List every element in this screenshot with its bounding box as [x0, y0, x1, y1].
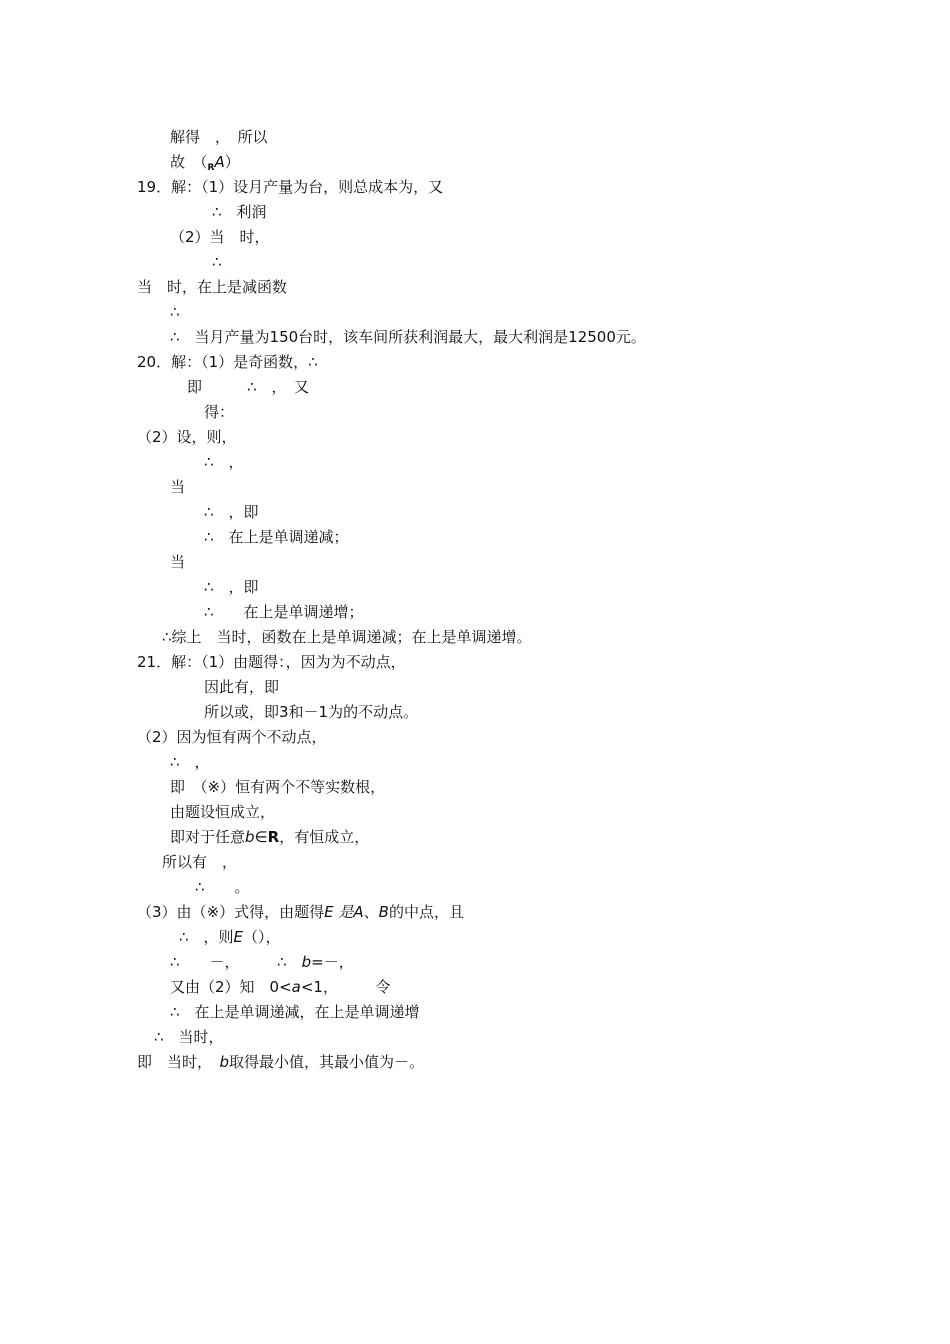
text-line: ∴ 在上是单调递减；	[204, 528, 349, 546]
conclusion-line: ∴综上 当时，函数在上是单调递减；在上是单调递增。	[162, 628, 532, 646]
text-line: ∴ 当时，	[154, 1028, 224, 1046]
problem-19-heading: 19．解：（1）设月产量为台，则总成本为，又	[137, 178, 444, 196]
text-line: （2）因为恒有两个不动点，	[137, 728, 327, 746]
text-line: 当 时，在上是减函数	[137, 278, 288, 296]
text-line: （2）当 时，	[170, 228, 270, 246]
text-line: 又由（2）知 0<a<1， 令	[170, 978, 391, 996]
text-line: 即对于任意b∈R，有恒成立，	[170, 828, 370, 846]
text-line: ∴ 。	[195, 878, 250, 896]
text-line: ∴	[212, 253, 222, 271]
conclusion-line: 即 当时， b取得最小值，其最小值为－。	[137, 1053, 425, 1071]
text-line: 故 $(_RA)$	[170, 153, 240, 173]
text-line: 因此有，即	[204, 678, 280, 696]
text-line: 即 （※）恒有两个不等实数根，	[170, 778, 386, 796]
complement-subscript: R	[207, 163, 215, 173]
text-line: 所以有 ，	[162, 853, 238, 871]
text-line: ∴	[170, 303, 180, 321]
text-line: 即 ∴ ， 又	[187, 378, 310, 396]
text-line: ∴ 在上是单调递减，在上是单调递增	[170, 1003, 420, 1021]
text-line: ∴ 在上是单调递增；	[204, 603, 364, 621]
text-line: ∴ ，即	[204, 578, 259, 596]
text-line: 所以或，即3和－1为的不动点。	[204, 703, 419, 721]
text-line: 解得 ， 所以	[170, 128, 268, 146]
conclusion-line: ∴ 当月产量为150台时，该车间所获利润最大，最大利润是12500元。	[170, 328, 646, 346]
text-line: ∴ ，	[170, 753, 210, 771]
problem-21-heading: 21．解：（1）由题得：，因为为不动点，	[137, 653, 406, 671]
text-line: （2）设，则，	[137, 428, 237, 446]
text-line: ∴ ，则E（），	[179, 928, 281, 946]
text-line: 当	[170, 478, 186, 496]
text-line: ∴ －， ∴ b=－，	[170, 953, 354, 971]
text-line: 当	[170, 553, 186, 571]
text-line: ∴ ，即	[204, 503, 259, 521]
text-line: （3）由（※）式得，由题得E 是A、B的中点，且	[137, 903, 464, 921]
text-line: 得：	[204, 403, 235, 421]
text-line: 由题设恒成立，	[170, 803, 276, 821]
text-line: ∴ 利润	[212, 203, 267, 221]
text-line: ∴ ，	[204, 453, 244, 471]
problem-20-heading: 20．解：（1）是奇函数，∴	[137, 353, 318, 371]
